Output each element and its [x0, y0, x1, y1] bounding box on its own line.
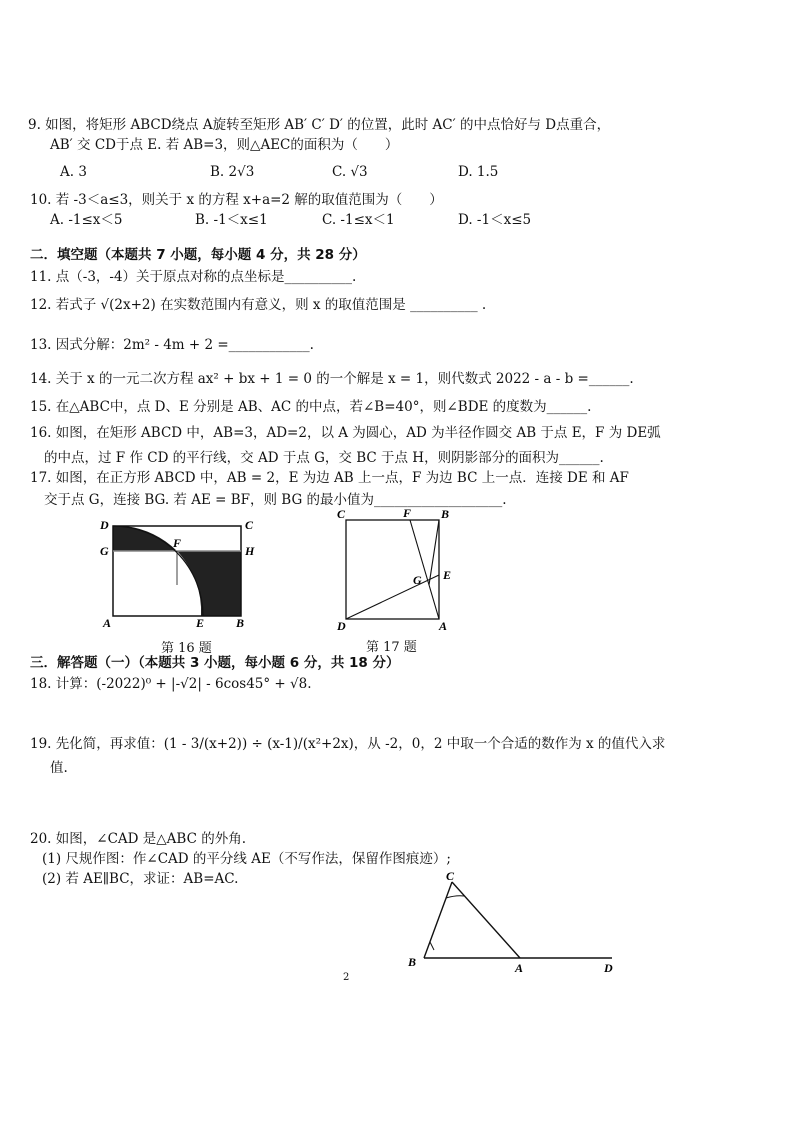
fig20-angle-mark-c: [446, 896, 464, 898]
fig16-label-b: B: [236, 616, 245, 630]
q17-line1: 17. 如图，在正方形 ABCD 中，AB = 2，E 为边 AB 上一点，F 为边 BC 上一点．连接 DE 和 AF: [30, 470, 629, 486]
figure-20: [400, 868, 625, 980]
q18: 18. 计算：(-2022)⁰ + |-√2| - 6cos45° + √8.: [30, 676, 312, 692]
q9-option-d: D. 1.5: [458, 164, 499, 180]
q20-part1: (1) 尺规作图：作∠CAD 的平分线 AE（不写作法，保留作图痕迹）;: [42, 851, 451, 867]
q10-option-b: B. -1＜x≤1: [195, 212, 268, 228]
fig17-label-f: F: [403, 506, 412, 520]
figure-17: [333, 505, 468, 635]
fig17-line-af: [410, 520, 439, 619]
fig16-label-g: G: [100, 544, 109, 558]
fig20-side-bc: [424, 882, 452, 958]
page-number: 2: [343, 972, 350, 983]
fig17-label-g: G: [413, 573, 422, 587]
q10-option-a: A. -1≤x＜5: [50, 212, 123, 228]
figure-16: [95, 515, 275, 630]
q9-option-c: C. √3: [332, 164, 368, 180]
q17-line2: 交于点 G，连接 BG. 若 AE = BF，则 BG 的最小值为___________________.: [44, 492, 507, 508]
q9-line2: AB′ 交 CD于点 E. 若 AB=3，则△AEC的面积为（ ）: [50, 137, 399, 153]
fig20-side-ca: [452, 882, 520, 958]
fig17-label-c: C: [337, 507, 346, 521]
q9-line1: 9. 如图，将矩形 ABCD绕点 A旋转至矩形 AB′ C′ D′ 的位置，此时 AC′ 的中点恰好与 D点重合，: [28, 117, 611, 133]
fig20-label-c: C: [446, 869, 455, 883]
q10-option-d: D. -1＜x≤5: [458, 212, 532, 228]
q16-line2: 的中点，过 F 作 CD 的平行线，交 AD 于点 G，交 BC 于点 H，则阴影部分的面积为______.: [44, 450, 604, 466]
q20-part2: (2) 若 AE∥BC，求证：AB=AC.: [42, 871, 239, 887]
fig17-label-e: E: [443, 568, 452, 582]
section3-heading: 三．解答题（一）（本题共 3 小题，每小题 6 分，共 18 分）: [30, 655, 400, 671]
fig16-label-f: F: [173, 536, 182, 550]
fig17-caption: 第 17 题: [366, 640, 417, 655]
q12: 12. 若式子 √(2x+2) 在实数范围内有意义，则 x 的取值范围是 __________ .: [30, 297, 487, 313]
fig17-label-b: B: [441, 507, 450, 521]
q9-option-a: A. 3: [60, 164, 87, 180]
q9-option-b: B. 2√3: [210, 164, 255, 180]
fig16-label-h: H: [245, 544, 255, 558]
fig17-label-d: D: [337, 619, 346, 633]
fig16-label-a: A: [103, 616, 112, 630]
fig20-label-b: B: [408, 955, 417, 969]
q11: 11. 点（-3，-4）关于原点对称的点坐标是__________.: [30, 269, 357, 285]
fig16-label-c: C: [245, 518, 254, 532]
q14: 14. 关于 x 的一元二次方程 ax² + bx + 1 = 0 的一个解是 x = 1，则代数式 2022 - a - b =______.: [30, 371, 634, 387]
fig16-label-d: D: [100, 518, 109, 532]
section2-heading: 二．填空题（本题共 7 小题，每小题 4 分，共 28 分）: [30, 247, 366, 263]
fig16-shade-band: [113, 526, 177, 551]
q13: 13. 因式分解：2m² - 4m + 2 =____________.: [30, 337, 314, 353]
q10-line1: 10. 若 -3＜a≤3，则关于 x 的方程 x+a=2 解的取值范围为（ ）: [30, 192, 443, 208]
fig16-caption: 第 16 题: [161, 641, 212, 656]
q20-line1: 20. 如图，∠CAD 是△ABC 的外角.: [30, 831, 246, 847]
fig16-label-e: E: [196, 616, 205, 630]
q19-line1: 19. 先化简，再求值：(1 - 3/(x+2)) ÷ (x-1)/(x²+2x)，从 -2，0，2 中取一个合适的数作为 x 的值代入求: [30, 736, 666, 752]
q10-option-c: C. -1≤x＜1: [322, 212, 395, 228]
fig17-label-a: A: [439, 619, 448, 633]
fig16-shade-bottom: [177, 551, 241, 616]
q16-line1: 16. 如图，在矩形 ABCD 中，AB=3，AD=2，以 A 为圆心，AD 为半径作圆交 AB 于点 E，F 为 DE弧: [30, 425, 661, 441]
q15: 15. 在△ABC中，点 D、E 分别是 AB、AC 的中点，若∠B=40°，则∠BDE 的度数为______.: [30, 399, 592, 415]
q19-line2: 值.: [50, 760, 68, 776]
fig17-line-de: [346, 575, 439, 619]
fig20-label-d: D: [604, 961, 613, 975]
fig20-label-a: A: [515, 961, 524, 975]
